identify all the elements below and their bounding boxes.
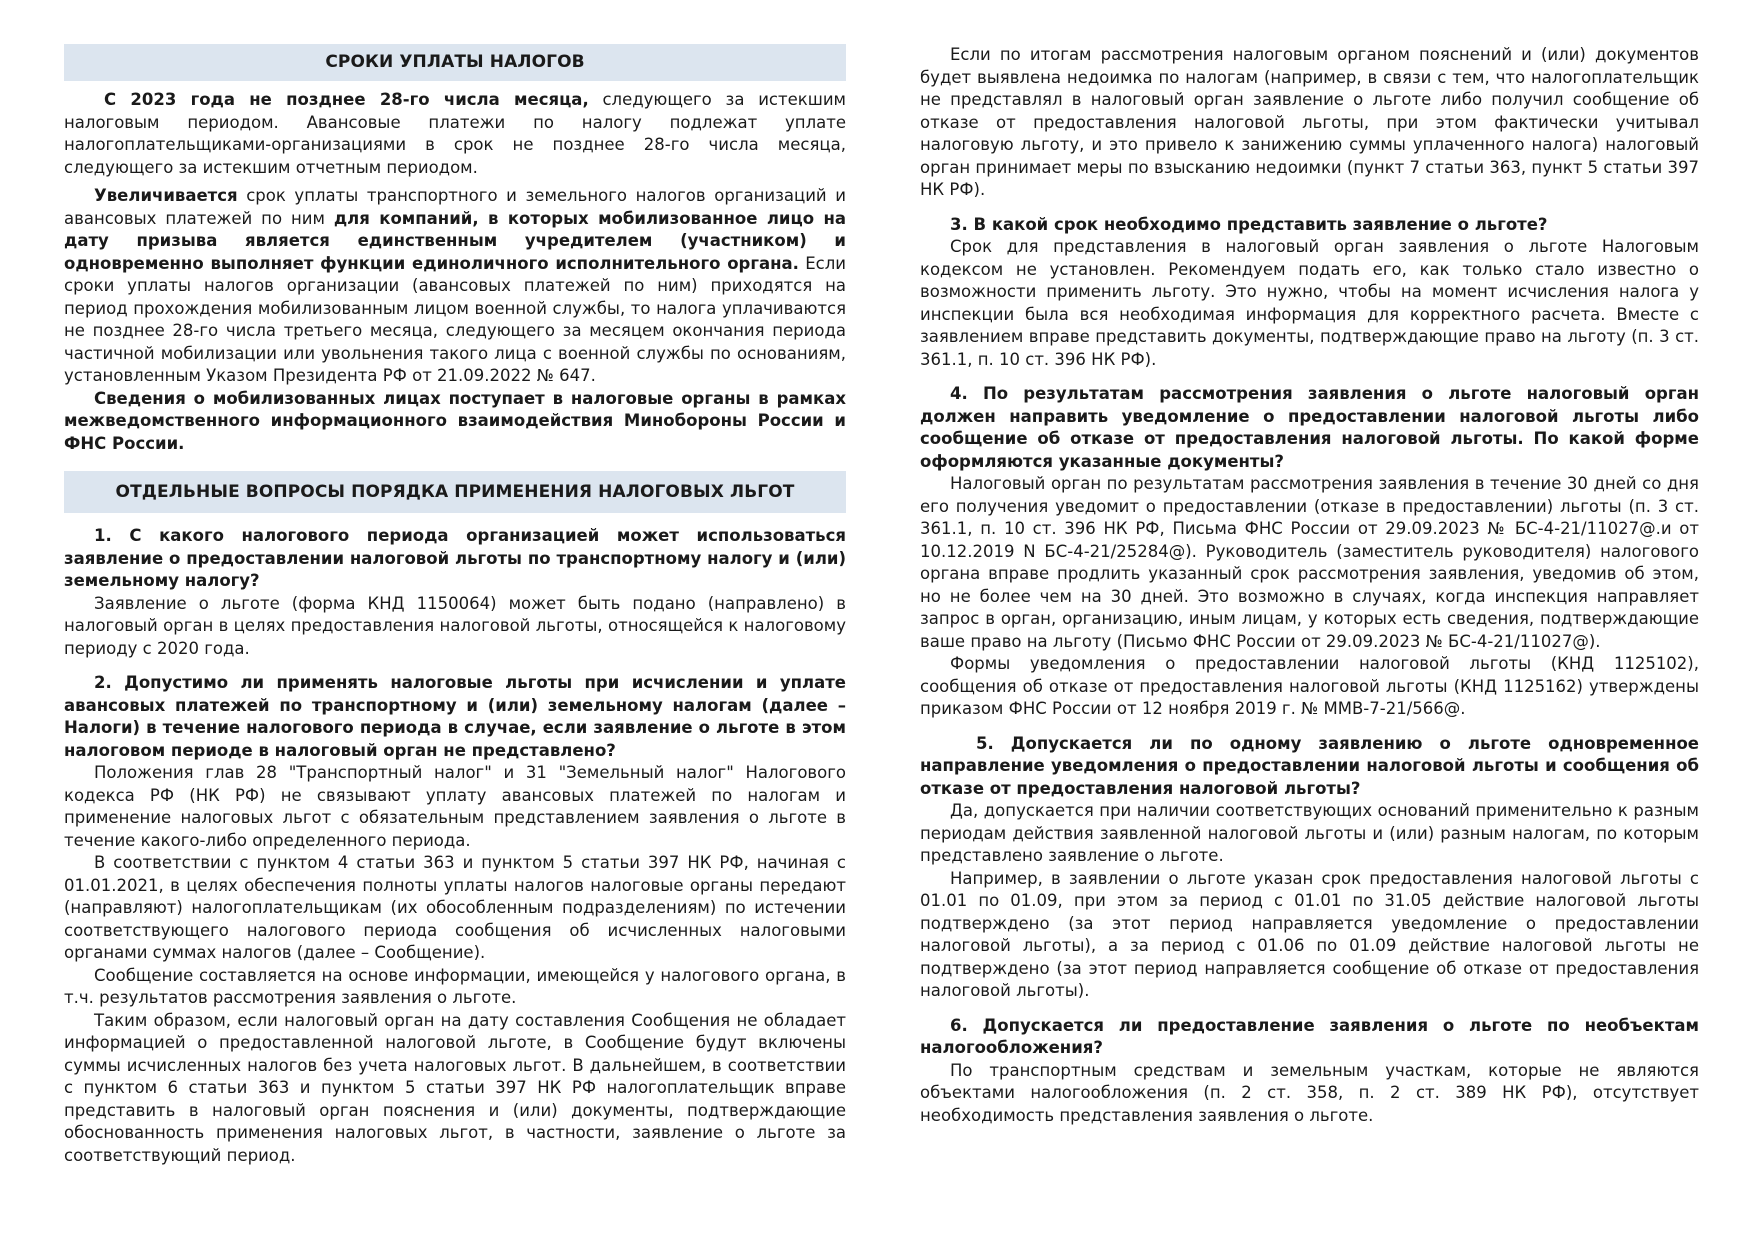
text: Если сроки уплаты налогов организации (авансовых платежей по ним) приходятся на период прохождения мобилизованным лицом военной службы, то налога уплачиваются не позднее 28-го числа третьего месяца, следующего за месяцем окончания периода частичной мобилизации или увольнения такого лица с военной службы по основаниям, установленным Указом Президента РФ от 21.09.2022 № 647.	[64, 253, 846, 385]
answer-2-part-3: Сообщение составляется на основе информации, имеющейся у налогового органа, в т.ч. результатов рассмотрения заявления о льготе.	[64, 965, 846, 1007]
question-4: 4. По результатам рассмотрения заявления о льготе налоговый орган должен направить уведомление о предоставлении налоговой льготы либо сообщение об отказе от предоставления налоговой льготы. По какой форме оформляются указанные документы?	[920, 384, 1699, 471]
answer-6: По транспортным средствам и земельным участкам, которые не являются объектами налогообложения (п. 2 ст. 358, п. 2 ст. 389 НК РФ), отсутствует необходимость представления заявления о льготе.	[920, 1060, 1699, 1125]
answer-5-part-1: Да, допускается при наличии соответствующих оснований применительно к разным периодам действия заявленной налоговой льготы и (или) разным налогам, по которым представлено заявление о льготе.	[920, 801, 1699, 865]
left-column	[64, 0, 846, 1167]
question-3: 3. В какой срок необходимо представить заявление о льготе?	[950, 214, 1548, 234]
question-5: 5. Допускается ли по одному заявлению о льготе одновременное направление уведомления о предоставлении налоговой льготы и сообщения об отказе от предоставления налоговой льготы?	[920, 733, 1699, 798]
answer-2-part-4: Таким образом, если налоговый орган на дату составления Сообщения не обладает информацией о предоставленной налоговой льготе, в Сообщение будут включены суммы исчисленных налогов без учета налоговых льгот. В дальнейшем, в соответствии с пунктом 6 статьи 363 и пунктом 5 статьи 397 НК РФ налогоплательщик вправе представить в налоговый орган пояснения и (или) документы, подтверждающие обоснованность применения налоговых льгот, в частности, заявление о льготе за соответствующий период.	[64, 1010, 846, 1165]
text: срок уплаты транспортного и земельного налогов организаций и авансовых платежей по ним	[64, 186, 846, 228]
paragraph-mobilized-info: Сведения о мобилизованных лицах поступает в налоговые органы в рамках межведомственного информационного взаимодействия Минобороны России и ФНС России.	[64, 388, 846, 453]
section-heading-tax-benefits: ОТДЕЛЬНЫЕ ВОПРОСЫ ПОРЯДКА ПРИМЕНЕНИЯ НАЛОГОВЫХ ЛЬГОТ	[64, 471, 846, 513]
answer-2-part-1: Положения глав 28 "Транспортный налог" и 31 "Земельный налог" Налогового кодекса РФ (НК РФ) не связывают уплату авансовых платежей по налогам и применение налоговых льгот с обязательным представлением заявления о льготе в течение какого-либо определенного периода.	[64, 763, 846, 850]
answer-4-part-2: Формы уведомления о предоставлении налоговой льготы (КНД 1125102), сообщения об отказе от предоставления налоговой льготы (КНД 1125162) утверждены приказом ФНС России от 12 ноября 2019 г. № ММВ-7-21/566@.	[920, 654, 1699, 718]
answer-3: Срок для представления в налоговый орган заявления о льготе Налоговым кодексом не установлен. Рекомендуем подать его, как только стало известно о возможности применить льготу. Это нужно, чтобы на момент исчисления налога у инспекции была вся необходимая информация для корректного расчета. Вместе с заявлением вправе представить документы, подтверждающие право на льготу (п. 3 ст. 361.1, п. 10 ст. 396 НК РФ).	[920, 237, 1699, 369]
answer-5-part-2: Например, в заявлении о льготе указан срок предоставления налоговой льготы с 01.01 по 01.09, при этом за период с 01.01 по 31.05 действие налоговой льготы подтверждено (за этот период направляется уведомление о предоставлении налоговой льготы), а за период с 01.06 по 01.09 действие налоговой льготы не подтверждено (за этот период направляется сообщение об отказе от предоставления налоговой льготы).	[920, 868, 1699, 1000]
paragraph-deadline-2023	[64, 89, 846, 179]
answer-2-part-2: В соответствии с пунктом 4 статьи 363 и пунктом 5 статьи 397 НК РФ, начиная с 01.01.2021, в целях обеспечения полноты уплаты налогов налоговые органы передают (направляют) налогоплательщикам (их обособленным подразделениям) по истечении соответствующего налогового периода сообщения об исчисленных налоговыми органами суммах налогов (далее – Сообщение).	[64, 853, 846, 962]
answer-4-part-1: Налоговый орган по результатам рассмотрения заявления в течение 30 дней со дня его получения уведомит о предоставлении (отказе в предоставлении) льготы (п. 3 ст. 361.1, п. 10 ст. 396 НК РФ, Письма ФНС России от 29.09.2023 № БС-4-21/11027@.и от 10.12.2019 N БС-4-21/25284@). Руководитель (заместитель руководителя) налогового органа вправе продлить указанный срок рассмотрения заявления, уведомив об этом, но не более чем на 30 дней. Это возможно в случаях, когда инспекция направляет запрос в орган, организацию, иным лицам, у которых есть сведения, подтверждающие ваше право на льготу (Письмо ФНС России от 29.09.2023 № БС-4-21/11027@).	[920, 474, 1699, 651]
bold-text: для компаний, в которых мобилизованное лицо на дату призыва является единственным учредителем (участником) и одновременно выполняет функции единоличного исполнительного органа.	[64, 208, 846, 273]
right-column	[920, 0, 1699, 1127]
question-6: 6. Допускается ли предоставление заявления о льготе по необъектам налогообложения?	[920, 1015, 1699, 1057]
section-heading-tax-deadlines: СРОКИ УПЛАТЫ НАЛОГОВ	[64, 44, 846, 81]
text: следующего за истекшим налоговым периодом. Авансовые платежи по налогу подлежат уплате налогоплательщиками-организациями в срок не позднее 28-го числа месяца, следующего за истекшим отчетным периодом.	[64, 90, 846, 177]
question-1: 1. С какого налогового периода организацией может использоваться заявление о предоставлении налоговой льготы по транспортному налогу и (или) земельному налогу?	[64, 526, 846, 590]
paragraph-arrears: Если по итогам рассмотрения налоговым органом пояснений и (или) документов будет выявлена недоимка по налогам (например, в связи с тем, что налогоплательщик не представлял в налоговый орган заявление о льготе либо получил сообщение об отказе от предоставления налоговой льготы, при этом фактически учитывал налоговую льготу, и это привело к занижению суммы уплаченного налога) налоговый орган принимает меры по взысканию недоимки (пункт 7 статьи 363, пункт 5 статьи 397 НК РФ).	[920, 45, 1699, 199]
question-2: 2. Допустимо ли применять налоговые льготы при исчислении и уплате авансовых платежей по транспортному и (или) земельному налогам (далее – Налоги) в течение налогового периода в случае, если заявление о льготе в этом налоговом периоде в налоговый орган не представлено?	[64, 673, 846, 760]
bold-text: Увеличивается	[94, 186, 238, 205]
answer-1: Заявление о льготе (форма КНД 1150064) может быть подано (направлено) в налоговый орган в целях предоставления налоговой льготы, относящейся к налоговому периоду с 2020 года.	[64, 593, 846, 658]
paragraph-extended-deadline	[64, 185, 846, 388]
bold-text: С 2023 года не позднее 28-го числа месяца,	[104, 90, 589, 109]
